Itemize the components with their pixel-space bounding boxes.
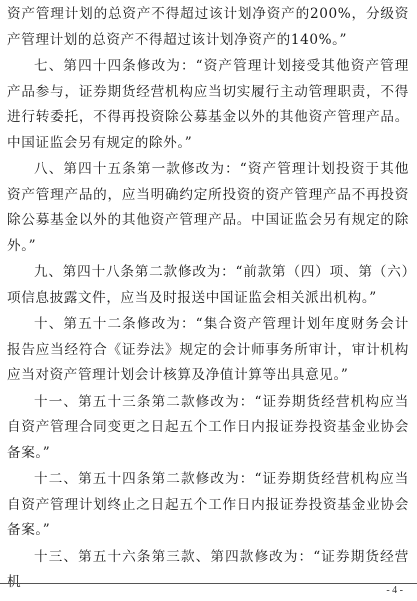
paragraph-article-52: 十、第五十二条修改为：“集合资产管理计划年度财务会计报告应当经符合《证券法》规定的会计师事务所审计，审计机构应当对资产管理计划会计核算及净值计算等出具意见。” — [7, 316, 409, 383]
footer-divider — [0, 583, 417, 584]
paragraph-1: 资产管理计划的总资产不得超过该计划净资产的200%，分级资产管理计划的总资产不得超过该计划净资产的140%。” — [7, 6, 409, 48]
paragraph-article-54: 十二、第五十四条第二款修改为：“证券期货经营机构应当自资产管理计划终止之日起五个工作日内报证券投资基金业协会备案。” — [7, 471, 409, 538]
paragraph-article-53: 十一、第五十三条第二款修改为：“证券期货经营机构应当自资产管理合同变更之日起五个工作日内报证券投资基金业协会备案。” — [7, 393, 409, 461]
paragraph-article-44: 七、第四十四条修改为：“资产管理计划接受其他资产管理产品参与，证券期货经营机构应当切实履行主动管理职责，不得进行转委托，不得再投资除公募基金以外的其他资产管理产品。中国证监会另有规定的除外。” — [7, 58, 409, 151]
paragraph-article-48: 九、第四十八条第二款修改为：“前款第（四）项、第（六）项信息披露文件，应当及时报送中国证监会相关派出机构。” — [7, 264, 409, 306]
paragraph-article-56: 十三、第五十六条第三款、第四款修改为：“证券期货经营机 — [7, 548, 409, 590]
page-number: - 4 - — [386, 585, 403, 596]
paragraph-article-45: 八、第四十五条第一款修改为：“资产管理计划投资于其他资产管理产品的，应当明确约定所投资的资产管理产品不再投资除公募基金以外的其他资产管理产品。中国证监会另有规定的除外。” — [7, 161, 409, 254]
document-body — [7, 2, 409, 597]
